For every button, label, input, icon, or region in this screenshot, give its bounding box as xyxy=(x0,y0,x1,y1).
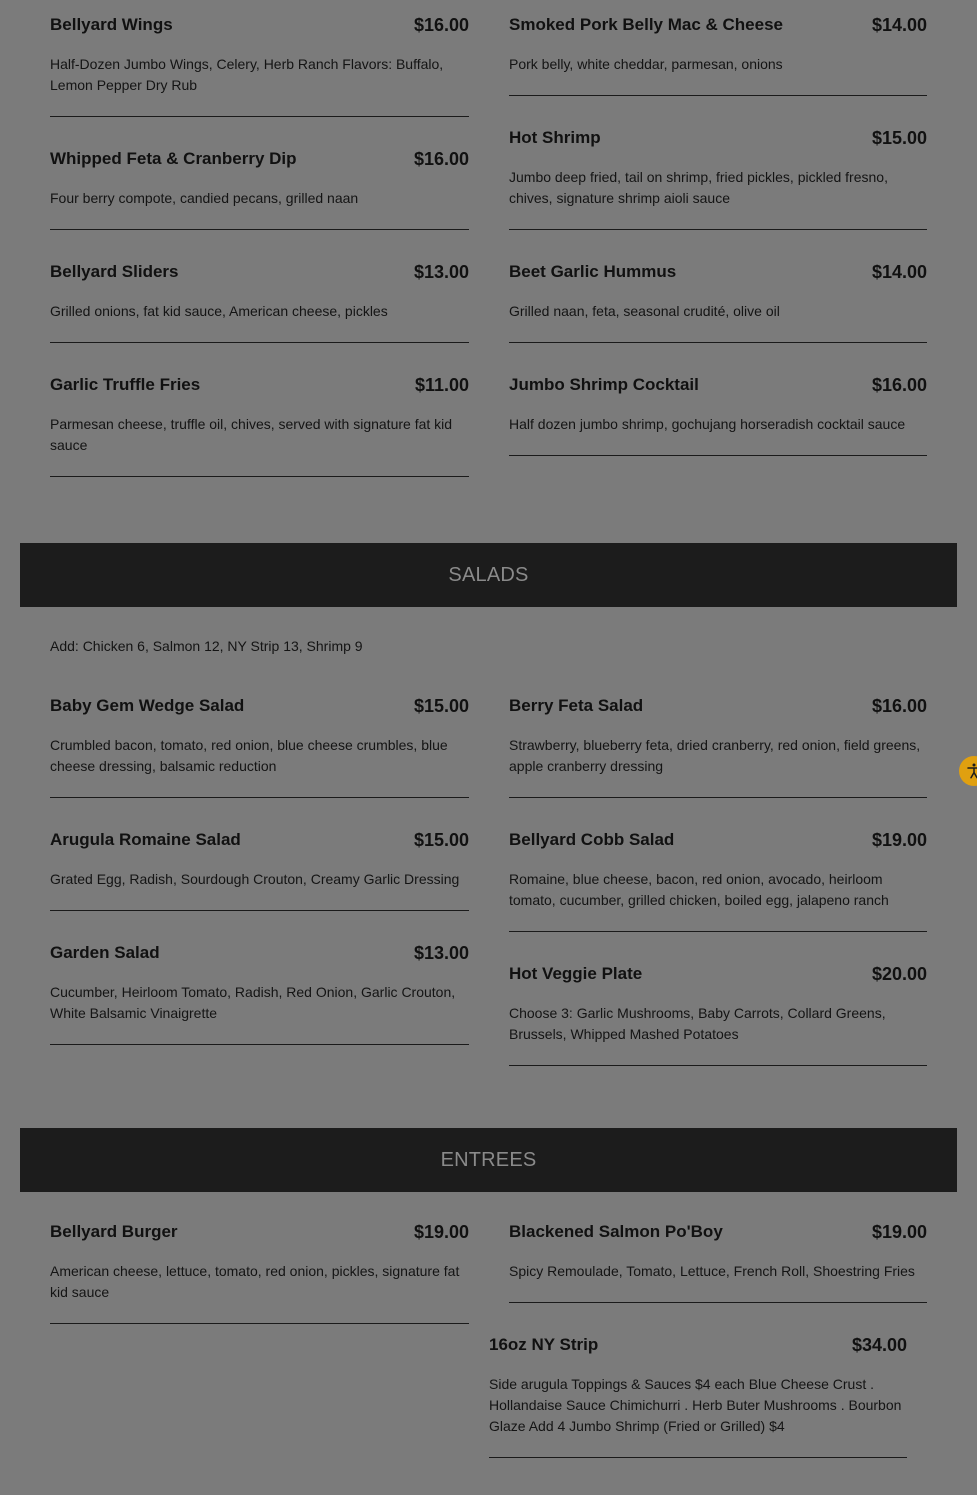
item-description: Grated Egg, Radish, Sourdough Crouton, Creamy Garlic Dressing xyxy=(50,871,460,887)
item-name: Smoked Pork Belly Mac & Cheese xyxy=(509,15,784,34)
item-name: Hot Veggie Plate xyxy=(509,964,643,983)
item-name: Bellyard Wings xyxy=(50,15,173,34)
item-description: Four berry compote, candied pecans, grilled naan xyxy=(50,190,359,206)
section-title: ENTREES xyxy=(440,1148,537,1171)
item-name: Blackened Salmon Po'Boy xyxy=(509,1222,723,1241)
menu-item xyxy=(50,695,469,798)
item-description: Side arugula Toppings & Sauces $4 each Blue Cheese Crust . Hollandaise Sauce Chimichurri . Herb Buter Mushrooms . Bourbon Glaze Add 4 Jumbo Shrimp (Fried or Grilled) $4 xyxy=(489,1376,902,1434)
item-name: Hot Shrimp xyxy=(509,128,601,147)
item-price: $34.00 xyxy=(851,1335,907,1355)
divider xyxy=(509,229,927,230)
item-description: Grilled onions, fat kid sauce, American cheese, pickles xyxy=(50,303,388,319)
item-name: Bellyard Sliders xyxy=(50,262,179,281)
menu-item xyxy=(509,829,927,932)
item-price: $19.00 xyxy=(413,1222,469,1242)
item-description: Parmesan cheese, truffle oil, chives, served with signature fat kid sauce xyxy=(50,416,453,453)
divider xyxy=(50,229,469,230)
divider xyxy=(50,476,469,477)
item-name: Bellyard Burger xyxy=(50,1222,178,1241)
menu-item xyxy=(509,14,927,96)
item-price: $11.00 xyxy=(414,375,469,395)
item-description: Cucumber, Heirloom Tomato, Radish, Red Onion, Garlic Crouton, White Balsamic Vinaigrette xyxy=(50,984,456,1021)
item-name: Garden Salad xyxy=(50,943,160,962)
item-price: $13.00 xyxy=(413,943,469,963)
menu-item xyxy=(489,1334,907,1458)
divider xyxy=(509,455,927,456)
section-title: SALADS xyxy=(448,563,529,586)
divider xyxy=(509,342,927,343)
divider xyxy=(509,1065,927,1066)
item-price: $19.00 xyxy=(871,1222,927,1242)
divider xyxy=(50,910,469,911)
divider xyxy=(509,797,927,798)
item-price: $15.00 xyxy=(413,696,469,716)
menu-item xyxy=(50,374,469,477)
item-price: $15.00 xyxy=(871,128,927,148)
item-description: Spicy Remoulade, Tomato, Lettuce, French Roll, Shoestring Fries xyxy=(509,1263,915,1279)
divider xyxy=(50,1323,469,1324)
menu-item xyxy=(509,261,927,343)
divider xyxy=(509,1302,927,1303)
item-description: Half-Dozen Jumbo Wings, Celery, Herb Ranch Flavors: Buffalo, Lemon Pepper Dry Rub xyxy=(50,56,444,93)
item-name: Bellyard Cobb Salad xyxy=(509,830,675,849)
item-price: $19.00 xyxy=(871,830,927,850)
item-description: Choose 3: Garlic Mushrooms, Baby Carrots, Collard Greens, Brussels, Whipped Mashed Potatoes xyxy=(509,1005,886,1042)
item-price: $13.00 xyxy=(413,262,469,282)
item-name: Garlic Truffle Fries xyxy=(50,375,201,394)
divider xyxy=(50,1044,469,1045)
item-description: Half dozen jumbo shrimp, gochujang horseradish cocktail sauce xyxy=(509,416,906,432)
divider xyxy=(509,95,927,96)
item-price: $15.00 xyxy=(413,830,469,850)
item-price: $16.00 xyxy=(413,149,469,169)
item-name: 16oz NY Strip xyxy=(489,1335,599,1354)
divider xyxy=(50,797,469,798)
item-name: Whipped Feta & Cranberry Dip xyxy=(50,149,297,168)
menu-item xyxy=(50,148,469,230)
divider xyxy=(489,1457,907,1458)
menu-item xyxy=(509,374,927,456)
divider xyxy=(509,931,927,932)
item-name: Jumbo Shrimp Cocktail xyxy=(509,375,699,394)
item-name: Beet Garlic Hummus xyxy=(509,262,677,281)
item-price: $16.00 xyxy=(871,375,927,395)
menu-item xyxy=(50,261,469,343)
accessibility-button[interactable] xyxy=(959,756,977,786)
item-name: Berry Feta Salad xyxy=(509,696,644,715)
accessibility-icon xyxy=(965,762,977,780)
divider xyxy=(50,116,469,117)
item-price: $16.00 xyxy=(413,15,469,35)
item-name: Arugula Romaine Salad xyxy=(50,830,241,849)
menu-item xyxy=(50,942,469,1045)
item-price: $14.00 xyxy=(871,262,927,282)
section-header-entrees xyxy=(20,1128,957,1192)
item-price: $20.00 xyxy=(871,964,927,984)
item-price: $14.00 xyxy=(871,15,927,35)
menu-item xyxy=(509,695,927,798)
item-description: American cheese, lettuce, tomato, red onion, pickles, signature fat kid sauce xyxy=(50,1263,460,1300)
menu-item xyxy=(509,963,927,1066)
add-ons-note: Add: Chicken 6, Salmon 12, NY Strip 13, Shrimp 9 xyxy=(50,638,363,654)
section-header-salads xyxy=(20,543,957,607)
item-price: $16.00 xyxy=(871,696,927,716)
item-description: Jumbo deep fried, tail on shrimp, fried pickles, pickled fresno, chives, signature shrimp aioli sauce xyxy=(509,169,888,206)
menu-item xyxy=(50,1221,469,1324)
item-description: Crumbled bacon, tomato, red onion, blue cheese crumbles, blue cheese dressing, balsamic reduction xyxy=(50,737,448,774)
menu-item xyxy=(509,1221,927,1303)
divider xyxy=(50,342,469,343)
item-description: Strawberry, blueberry feta, dried cranberry, red onion, field greens, apple cranberry dressing xyxy=(509,737,921,774)
item-name: Baby Gem Wedge Salad xyxy=(50,696,245,715)
item-description: Grilled naan, feta, seasonal crudité, olive oil xyxy=(509,303,780,319)
item-description: Romaine, blue cheese, bacon, red onion, avocado, heirloom tomato, cucumber, grilled chicken, boiled egg, jalapeno ranch xyxy=(509,871,889,908)
menu-item xyxy=(509,127,927,230)
item-description: Pork belly, white cheddar, parmesan, onions xyxy=(509,56,783,72)
menu-item xyxy=(50,829,469,911)
menu-item xyxy=(50,14,469,117)
